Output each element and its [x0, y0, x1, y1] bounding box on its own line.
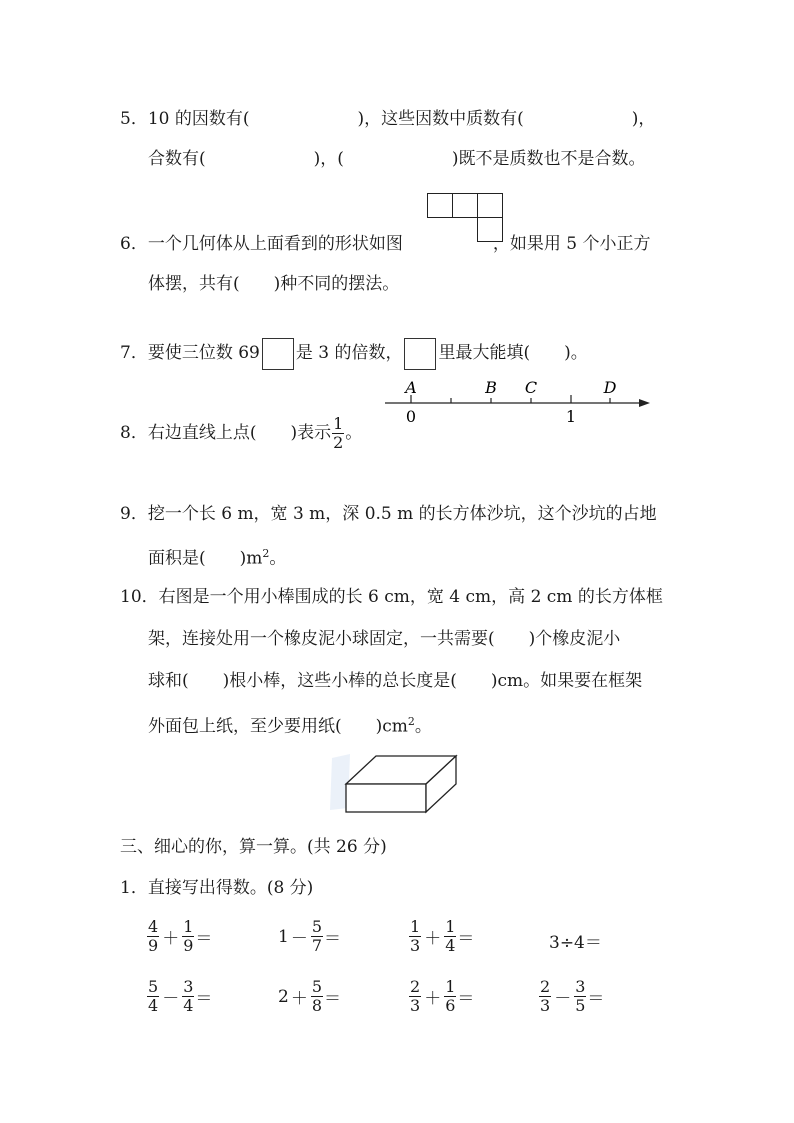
numerator: 2	[540, 977, 551, 996]
tick-label-0: 0	[405, 407, 417, 426]
equals: ＝	[324, 929, 342, 949]
denominator: 5	[575, 996, 586, 1015]
whole-number: 1	[278, 926, 289, 947]
numerator: 5	[311, 977, 323, 996]
fraction	[147, 918, 159, 955]
fraction	[182, 918, 194, 955]
q10-line1: 10．右图是一个用小棒围成的长 6 cm，宽 4 cm，高 2 cm 的长方体框	[120, 587, 663, 607]
numerator: 5	[148, 977, 159, 996]
top-view-cell	[478, 194, 503, 218]
number-line-arrow	[639, 399, 650, 407]
operator: ＋	[424, 929, 442, 949]
fraction	[409, 918, 421, 955]
operator: ＋	[424, 989, 442, 1009]
q6-line2: 体摆，共有( )种不同的摆法。	[148, 274, 400, 294]
q5-text-c: )，	[631, 109, 656, 129]
q5-text-f: )既不是质数也不是合数。	[451, 149, 646, 169]
q7-line	[120, 338, 588, 370]
equals: ＝	[324, 989, 342, 1009]
q5-text-d: 合数有(	[148, 149, 206, 169]
fraction	[574, 978, 586, 1015]
q8-end: 。	[345, 423, 363, 443]
q10-end: 。	[414, 716, 432, 737]
denominator: 3	[410, 936, 421, 955]
q9-text: 面积是( )m	[148, 548, 263, 569]
numerator: 1	[183, 917, 194, 936]
fraction	[444, 918, 456, 955]
q10-text: 外面包上纸，至少要用纸( )cm	[148, 716, 408, 737]
q7-text-c: 里最大能填( )。	[438, 343, 588, 363]
denominator: 8	[311, 996, 323, 1015]
q5-line1	[120, 108, 655, 130]
q9-line1: 9．挖一个长 6 m，宽 3 m，深 0.5 m 的长方体沙坑，这个沙坑的占地	[120, 504, 657, 524]
q9-line2	[148, 543, 286, 570]
equals: ＝	[587, 989, 605, 1009]
denominator: 4	[445, 936, 456, 955]
fraction	[444, 978, 456, 1015]
number-line	[385, 378, 655, 428]
fraction	[311, 978, 323, 1015]
q6-text-b: ，如果用 5 个小正方	[492, 234, 651, 254]
calc-expression	[549, 928, 642, 953]
calc-expression	[538, 978, 644, 1015]
numerator: 2	[410, 977, 421, 996]
q9-end: 。	[269, 548, 287, 569]
operator: －	[290, 929, 308, 949]
q8-frac-num: 1	[333, 414, 344, 433]
q8-line	[120, 415, 362, 452]
numerator: 3	[575, 977, 586, 996]
operator: －	[162, 989, 180, 1009]
point-label-A: A	[405, 378, 417, 397]
denominator: 3	[540, 996, 551, 1015]
calc-expression	[146, 918, 252, 955]
calc-expression	[408, 978, 514, 1015]
top-view-cell	[428, 194, 453, 218]
denominator: 6	[445, 996, 456, 1015]
numerator: 1	[445, 917, 456, 936]
numerator: 5	[311, 917, 323, 936]
cuboid-front-face	[346, 784, 426, 812]
section3-title: 三、细心的你，算一算。(共 26 分)	[120, 837, 387, 857]
q5-text-b: )，这些因数中质数有(	[357, 109, 524, 129]
point-label-D: D	[603, 378, 617, 397]
fraction	[409, 978, 421, 1015]
section3-q1-title: 1．直接写出得数。(8 分)	[120, 878, 314, 898]
operator: ＋	[290, 989, 308, 1009]
denominator: 9	[183, 936, 194, 955]
operator: ＋	[162, 929, 180, 949]
equals: ＝	[195, 929, 213, 949]
q6-text-a: 6．一个几何体从上面看到的形状如图	[120, 234, 403, 254]
division-expression: 3÷4＝	[549, 933, 602, 953]
q7-digit-box[interactable]	[262, 338, 294, 370]
numerator: 1	[410, 917, 421, 936]
equals: ＝	[457, 929, 475, 949]
q8-fraction	[332, 415, 344, 452]
q10-line4	[148, 711, 432, 738]
point-label-B: B	[485, 378, 497, 397]
numerator: 4	[148, 917, 159, 936]
operator: －	[554, 989, 572, 1009]
q8-frac-den: 2	[333, 433, 344, 452]
denominator: 4	[183, 996, 194, 1015]
q7-box-symbol	[404, 338, 436, 370]
calc-expression	[146, 978, 252, 1015]
calc-expression	[278, 918, 381, 955]
fraction	[147, 978, 159, 1015]
equals: ＝	[195, 989, 213, 1009]
q7-text-b: 是 3 的倍数，	[295, 343, 403, 363]
calc-expression	[408, 918, 514, 955]
fraction	[182, 978, 194, 1015]
denominator: 9	[148, 936, 159, 955]
q5-text-e: )，(	[313, 149, 344, 169]
point-label-C: C	[524, 378, 538, 397]
denominator: 4	[148, 996, 159, 1015]
q10-line2: 架，连接处用一个橡皮泥小球固定，一共需要( )个橡皮泥小	[148, 629, 621, 649]
q9-sup: 2	[262, 547, 270, 560]
numerator: 3	[183, 977, 194, 996]
top-view-cell	[453, 194, 478, 218]
denominator: 3	[410, 996, 421, 1015]
equals: ＝	[457, 989, 475, 1009]
q8-text: 8．右边直线上点( )表示	[120, 423, 332, 443]
denominator: 7	[311, 936, 323, 955]
fraction	[311, 918, 323, 955]
calc-expression	[278, 978, 381, 1015]
cuboid-frame-figure	[328, 748, 468, 818]
q10-line3: 球和( )根小棒，这些小棒的总长度是( )cm。如果要在框架	[148, 671, 643, 691]
q5-line2	[148, 148, 646, 170]
numerator: 1	[445, 977, 456, 996]
q6-line1	[120, 233, 650, 255]
tick-label-1: 1	[565, 407, 577, 426]
q10-sup: 2	[407, 715, 415, 728]
fraction	[539, 978, 551, 1015]
q7-text-a: 7．要使三位数 69	[120, 343, 260, 363]
whole-number: 2	[278, 986, 289, 1007]
q5-text-a: 5．10 的因数有(	[120, 109, 250, 129]
